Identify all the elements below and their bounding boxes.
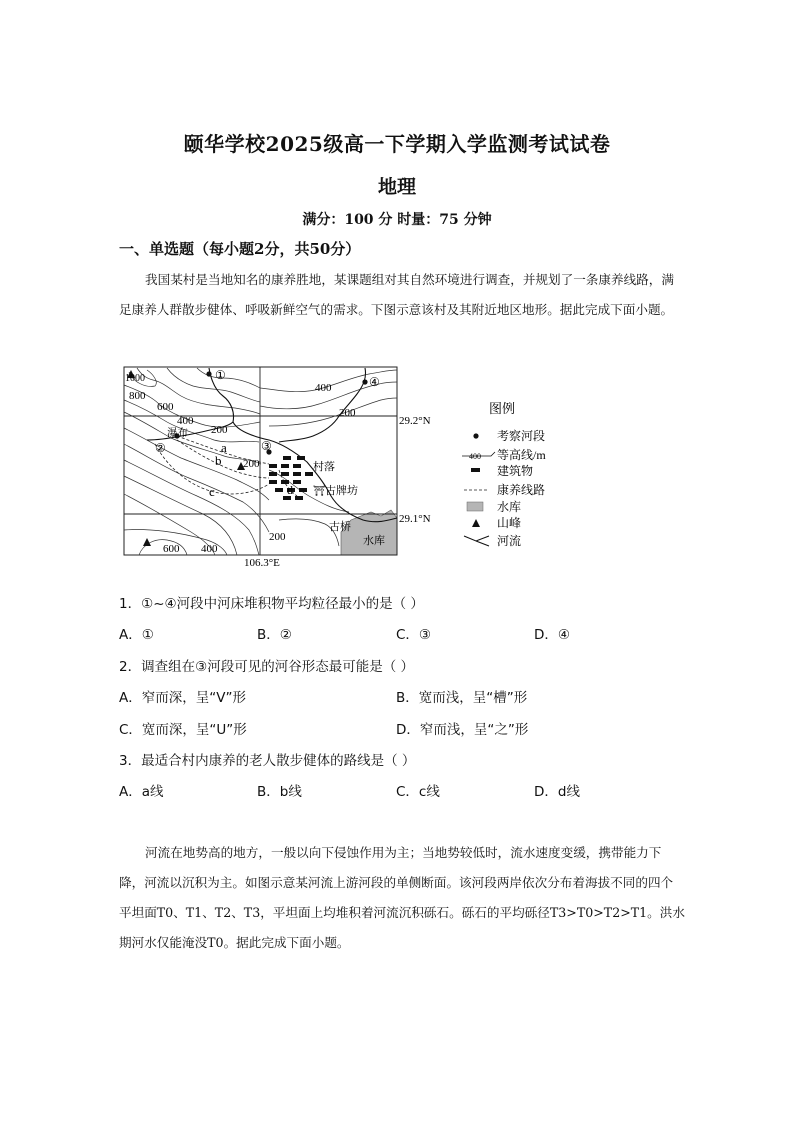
legend-point-symbol [473, 433, 478, 438]
point-2-label: ② [155, 441, 166, 455]
passage-2: 河流在地势高的地方，一般以向下侵蚀作用为主；当地势较低时，流水速度变缓，携带能力下降，河流以沉积为主。如图示意某河流上游河段的单侧断面。该河段两岸依次分布着海拔不同的四个平坦面T0、T1、T2、T3，平坦面上均堆积着河流沉积砾石。砾石的平均砾径T3>T0>T2>T1。洪水期河水仅能淹没T0。据此完成下面小题。 [119, 845, 685, 950]
contour-label: 400 [315, 382, 332, 394]
contour-label: 200 [269, 531, 286, 543]
question-2-stem: 2．调查组在③河段可见的河谷形态最可能是（ ） [119, 659, 414, 675]
legend-peak-symbol [472, 519, 480, 527]
point-1-label: ① [215, 368, 226, 382]
lon-label: 106.3°E [244, 557, 280, 566]
point-4-label: ④ [369, 375, 380, 389]
section-title: 一、单选题（每小题2分，共50分） [119, 240, 361, 258]
route-a-label: a [221, 440, 227, 455]
contour-label: 400 [177, 415, 194, 427]
legend-item: 考察河段 [497, 429, 546, 443]
legend-item: 水库 [497, 500, 522, 514]
archway-label: 古牌坊 [325, 485, 358, 497]
question-2-option-c[interactable]: C．宽而深，呈“U”形 [119, 722, 247, 738]
reservoir-label: 水库 [363, 535, 385, 547]
question-2-option-a[interactable]: A．窄而深，呈“V”形 [119, 690, 246, 706]
point-3-label: ③ [261, 439, 272, 453]
route-d-label: d [287, 483, 293, 497]
peak-icon-south [143, 538, 151, 546]
waterfall-label: 瀑布 [167, 428, 188, 439]
legend-item: 山峰 [497, 516, 522, 530]
legend-item: 河流 [497, 534, 522, 548]
river [147, 368, 397, 522]
exam-title: 颐华学校2025级高一下学期入学监测考试试卷 [183, 132, 611, 156]
legend-contour-value: 400 [469, 452, 481, 461]
legend-item: 等高线/m [497, 448, 546, 462]
question-1-stem: 1．①~④河段中河床堆积物平均粒径最小的是（ ） [119, 596, 424, 612]
question-1-option-d[interactable]: D．④ [534, 627, 570, 643]
contour-label: 400 [201, 543, 218, 555]
point-1-dot [206, 371, 211, 376]
lat-bottom-label: 29.1°N [399, 513, 431, 525]
question-3-option-b[interactable]: B．b线 [257, 784, 302, 800]
archway-icon: ⛩ [313, 486, 326, 497]
question-2-option-b[interactable]: B．宽而浅，呈“槽”形 [396, 690, 528, 706]
question-1-option-a[interactable]: A．① [119, 627, 154, 643]
point-4-dot [362, 379, 367, 384]
exam-meta: 满分：100 分 时量：75 分钟 [302, 212, 492, 228]
contour-label: 200 [339, 407, 356, 419]
question-3-stem: 3．最适合村内康养的老人散步健体的路线是（ ） [119, 753, 416, 769]
question-1-option-b[interactable]: B．② [257, 627, 292, 643]
legend-building-symbol [471, 468, 480, 472]
contour-label: 600 [163, 543, 180, 555]
contour-label: 800 [129, 390, 146, 402]
legend-reservoir-symbol [467, 502, 483, 511]
legend-item: 建筑物 [497, 464, 534, 478]
question-1-option-c[interactable]: C．③ [396, 627, 432, 643]
question-2-option-d[interactable]: D．窄而浅，呈“之”形 [396, 722, 529, 738]
topographic-map [119, 360, 559, 566]
map-legend [462, 401, 546, 548]
question-3-option-a[interactable]: A．a线 [119, 784, 164, 800]
village-label: 村落 [313, 461, 335, 473]
question-3-option-d[interactable]: D．d线 [534, 784, 580, 800]
question-3-option-c[interactable]: C．c线 [396, 784, 440, 800]
contour-label: 600 [157, 401, 174, 413]
route-b-label: b [215, 453, 222, 468]
exam-subject: 地理 [377, 176, 416, 198]
contour-label: 200 [211, 424, 228, 436]
lat-top-label: 29.2°N [399, 415, 431, 427]
route-c-label: c [209, 484, 215, 499]
contour-label: 1000 [125, 373, 145, 384]
contour-label: 200 [243, 458, 260, 470]
legend-river-symbol [464, 536, 489, 546]
intro-paragraph: 我国某村是当地知名的康养胜地，某课题组对其自然环境进行调查，并规划了一条康养线路，满足康养人群散步健体、呼吸新鲜空气的需求。下图示意该村及其附近地区地形。据此完成下面小题。 [119, 272, 674, 317]
legend-item: 康养线路 [497, 483, 546, 497]
bridge-label: 古桥 [329, 521, 351, 533]
legend-title: 图例 [489, 401, 516, 416]
